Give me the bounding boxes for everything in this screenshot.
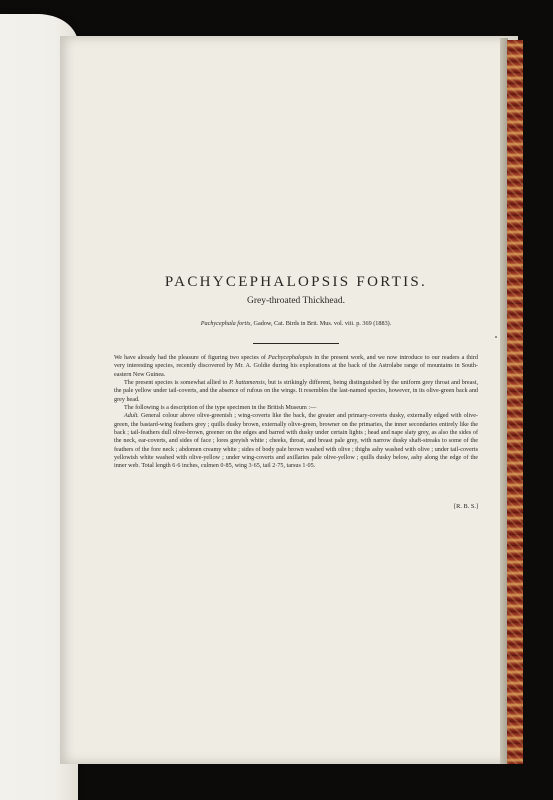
p2-species: P. hattamensis [229,380,265,387]
divider-rule [253,343,339,344]
adult-label: Adult. [124,413,139,420]
description-body [114,354,478,471]
species-title: PACHYCEPHALOPSIS FORTIS. [164,274,428,290]
paragraph-type-specimen: The following is a description of the type specimen in the British Museum :— [124,405,317,412]
paragraph-adult-description [114,412,478,470]
common-name: Grey-throated Thickhead. [247,296,345,306]
paper-speck [495,336,497,338]
p1-text-a: We have already had the pleasure of figuring two species of [114,355,269,361]
synonymy-reference [114,320,478,327]
p2-text-b: , but is strikingly different, being distinguished by the uniform grey throat and breast, the pale yellow under tail-coverts, and the absence of rufous on the wings. It resembles the last-named species, however, in its olive-green back and grey head. [114,380,479,403]
adult-description: General colour above olive-greenish ; wing-coverts like the back, the greater and primary-coverts dusky, externally edged with olive-green, the bastard-wing feathers grey ; quills dusky brown, externally olive-green, browner on the primaries, the inner secondaries entirely like the back ; tail-feathers dull olive-brown, greener on the edges and barred with dusky under certain lights ; head and nape slaty grey, as also the sides of the neck, ear-coverts, and sides of face ; lores greyish white ; cheeks, throat, and breast pale grey, with narrow dusky shaft-streaks to some of the feathers of the fore neck ; abdomen creamy white ; sides of body pale brown washed with olive ; thighs ashy washed with olive ; under tail-coverts yellowish white washed with olive-yellow ; under wing-coverts and axillaries pale olive-yellow ; quills dusky below, ashy along the edge of the inner web. Total length 6·6 inches, culmen 0·85, wing 3·65, tail 2·75, tarsus 1·05. [114,413,478,470]
marbled-fore-edge [507,40,523,764]
p2-text-a: The present species is somewhat allied to [124,380,230,387]
synonym-citation: Gadow, Cat. Birds in Brit. Mus. vol. viii. p. 369 (1883). [251,320,392,327]
p1-genus: Pachycephalopsis [268,355,313,361]
synonym-name: Pachycephala fortis, [200,320,252,327]
paragraph-intro [114,354,478,379]
p1-text-b: in the present work, and we now introduce to our readers a third very interesting species, recently discovered by Mr. A. Goldie during his explorations at the back of the Astrolabe range of mountains in South-eastern New Guinea. [114,355,478,378]
paragraph-comparison [114,379,478,404]
author-initials: [R. B. S.] [454,503,478,510]
plate-text [114,0,478,800]
